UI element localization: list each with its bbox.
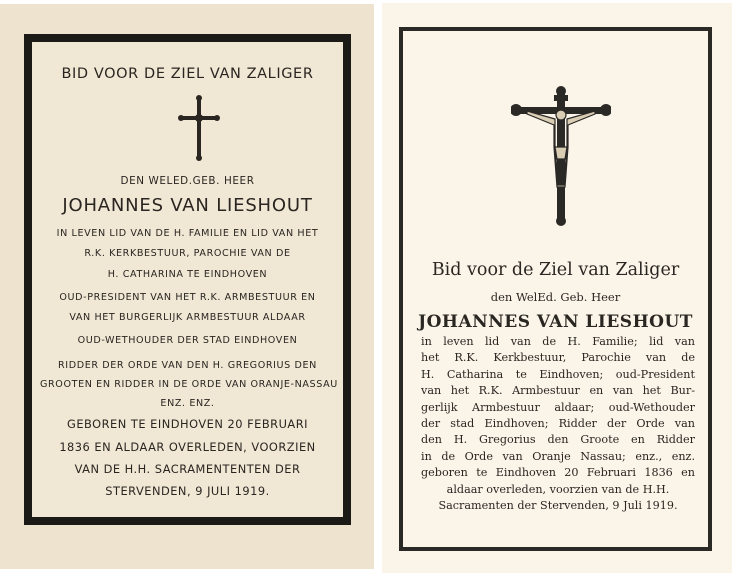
text-line: R.K. KERKBESTUUR, PAROCHIE VAN DE xyxy=(84,248,291,259)
deceased-name: JOHANNES VAN LIESHOUT xyxy=(62,195,313,216)
text-line: in de Orde van Oranje Nassau; enz., enz. xyxy=(421,449,695,463)
honorific: DEN WELED.GEB. HEER xyxy=(120,175,255,187)
honorific: den WelEd. Geb. Heer xyxy=(490,290,621,304)
closing-line: VAN DE H.H. SACRAMENTENTEN DER xyxy=(74,462,301,476)
text-line: gerlijk Armbestuur aldaar; oud-Wethouder xyxy=(421,400,695,414)
memorial-card-right xyxy=(382,3,732,573)
text-line: VAN HET BURGERLIJK ARMBESTUUR ALDAAR xyxy=(69,312,306,323)
text-line: geboren te Eindhoven 20 Februari 1836 en xyxy=(421,466,695,480)
text-line: OUD-PRESIDENT VAN HET R.K. ARMBESTUUR EN xyxy=(59,292,316,303)
text-line: van het R.K. Armbestuur en van het Bur- xyxy=(421,384,695,398)
text-line: ENZ. ENZ. xyxy=(160,398,215,409)
text-line: IN LEVEN LID VAN DE H. FAMILIE EN LID VAN HET xyxy=(56,228,319,239)
text-line: den H. Gregorius den Groote en Ridder xyxy=(421,433,695,447)
closing-line: STERVENDEN, 9 JULI 1919. xyxy=(105,484,270,498)
card-title: BID VOOR DE ZIEL VAN ZALIGER xyxy=(61,66,314,82)
crucifix-icon xyxy=(511,85,611,227)
text-line: aldaar overleden, voorzien van de H.H. xyxy=(446,482,670,496)
black-border-frame xyxy=(24,34,351,525)
deceased-name: JOHANNES VAN LIESHOUT xyxy=(418,312,693,332)
memorial-card-left xyxy=(0,4,374,569)
text-line: OUD-WETHOUDER DER STAD EINDHOVEN xyxy=(77,335,298,346)
text-line: GROOTEN EN RIDDER IN DE ORDE VAN ORANJE-NASSAU xyxy=(40,379,338,390)
card-title: Bid voor de Ziel van Zaliger xyxy=(431,260,680,280)
closing-line: 1836 EN ALDAAR OVERLEDEN, VOORZIEN xyxy=(59,440,316,454)
text-line: H. CATHARINA TE EINDHOVEN xyxy=(107,269,268,280)
closing-line: GEBOREN TE EINDHOVEN 20 FEBRUARI xyxy=(67,417,308,431)
text-line: Sacramenten der Stervenden, 9 Juli 1919. xyxy=(438,499,678,513)
text-line: der stad Eindhoven; Ridder der Orde van xyxy=(421,417,695,431)
black-border-frame xyxy=(399,27,712,551)
cross-icon xyxy=(177,94,221,162)
text-line: het R.K. Kerkbestuur, Parochie van de xyxy=(421,351,695,365)
text-line: in leven lid van de H. Familie; lid van xyxy=(421,335,695,348)
text-line: H. Catharina te Eindhoven; oud-President xyxy=(421,367,695,381)
biography-paragraph xyxy=(421,334,695,514)
text-line: RIDDER DER ORDE VAN DEN H. GREGORIUS DEN xyxy=(58,360,317,371)
